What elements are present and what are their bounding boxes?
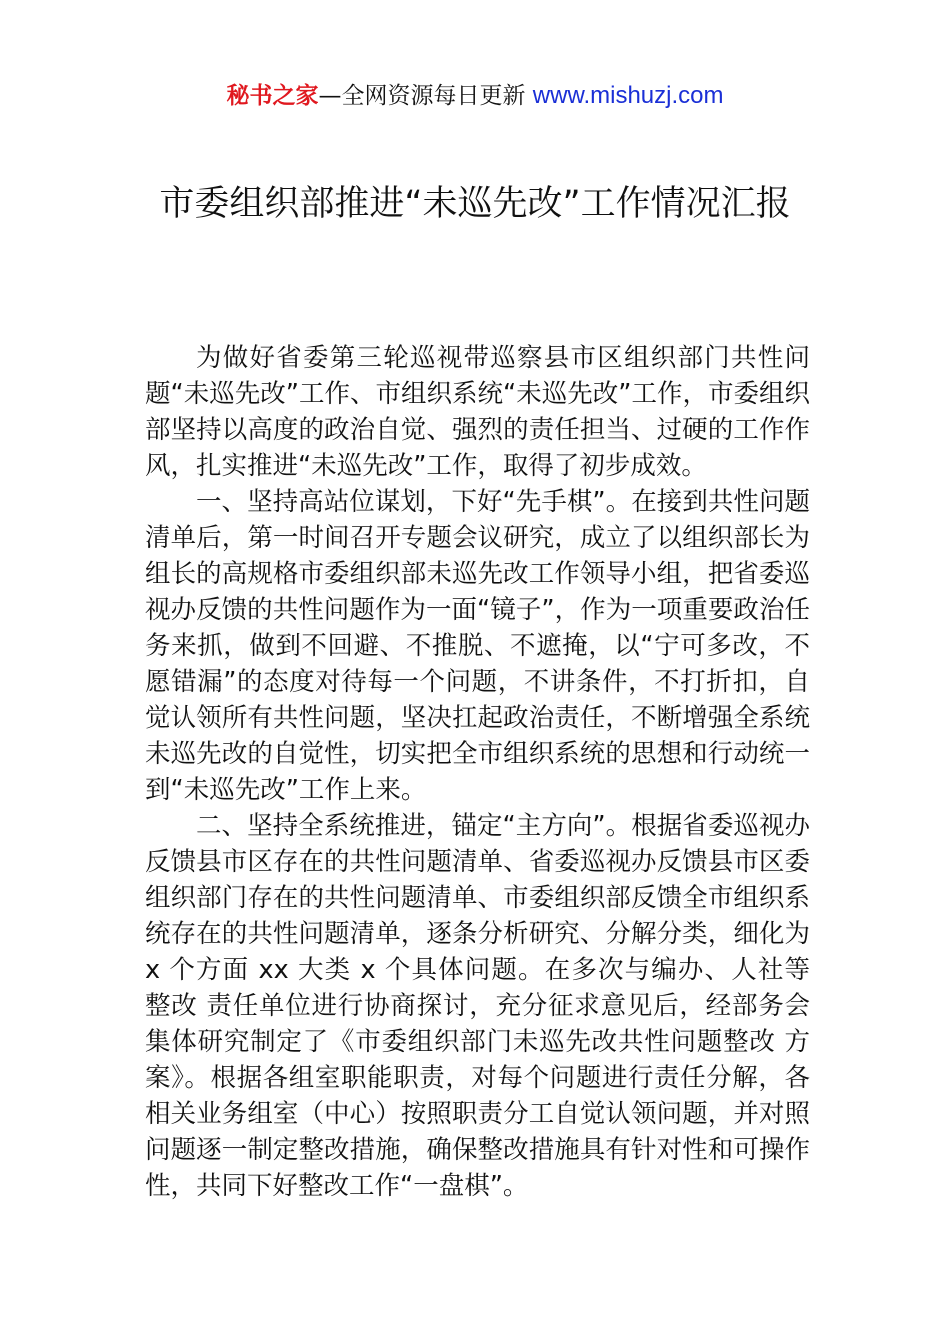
site-header [0,80,950,112]
site-brand: 秘书之家 [226,83,319,109]
section-two-paragraph: 二、坚持全系统推进，锚定“主方向”。根据省委巡视办反馈县市区存在的共性问题清单、省委巡视办反馈县市区委组织部门存在的共性问题清单、市委组织部反馈全市组织系统存在的共性问题清单，逐条分析研究、分解分类，细化为 x 个方面 xx 大类 x 个具体问题。在多次与编办、人社等 整改 责任单位进行协商探讨，充分征求意见后，经部务会集体研究制定了《市委组织部门未巡先改共性问题整改 方案》。根据各组室职能职责，对每个问题进行责任分解，各相关业务组室（中心）按照职责分工自觉认领问题，并对照问题逐一制定整改措施，确保整改措施具有针对性和可操作性，共同下好整改工作“一盘棋”。 [145,811,810,1201]
site-url-link[interactable]: www.mishuzj.com [532,82,724,109]
section-one-paragraph: 一、坚持高站位谋划，下好“先手棋”。在接到共性问题清单后，第一时间召开专题会议研究，成立了以组织部长为组长的高规格市委组织部未巡先改工作领导小组，把省委巡视办反馈的共性问题作为一面“镜子”，作为一项重要政治任务来抓，做到不回避、不推脱、不遮掩，以“宁可多改，不愿错漏”的态度对待每一个问题，不讲条件，不打折扣，自觉认领所有共性问题，坚决扛起政治责任，不断增强全系统未巡先改的自觉性，切实把全市组织系统的思想和行动统一到“未巡先改”工作上来。 [145,487,810,805]
document-title: 市委组织部推进“未巡先改”工作情况汇报 [159,184,791,224]
intro-paragraph: 为做好省委第三轮巡视带巡察县市区组织部门共性问题“未巡先改”工作、市组织系统“未巡先改”工作，市委组织部坚持以高度的政治自觉、强烈的责任担当、过硬的工作作风，扎实推进“未巡先改”工作，取得了初步成效。 [145,343,810,481]
site-slogan: —全网资源每日更新 [318,83,533,109]
document-body [145,340,810,1204]
